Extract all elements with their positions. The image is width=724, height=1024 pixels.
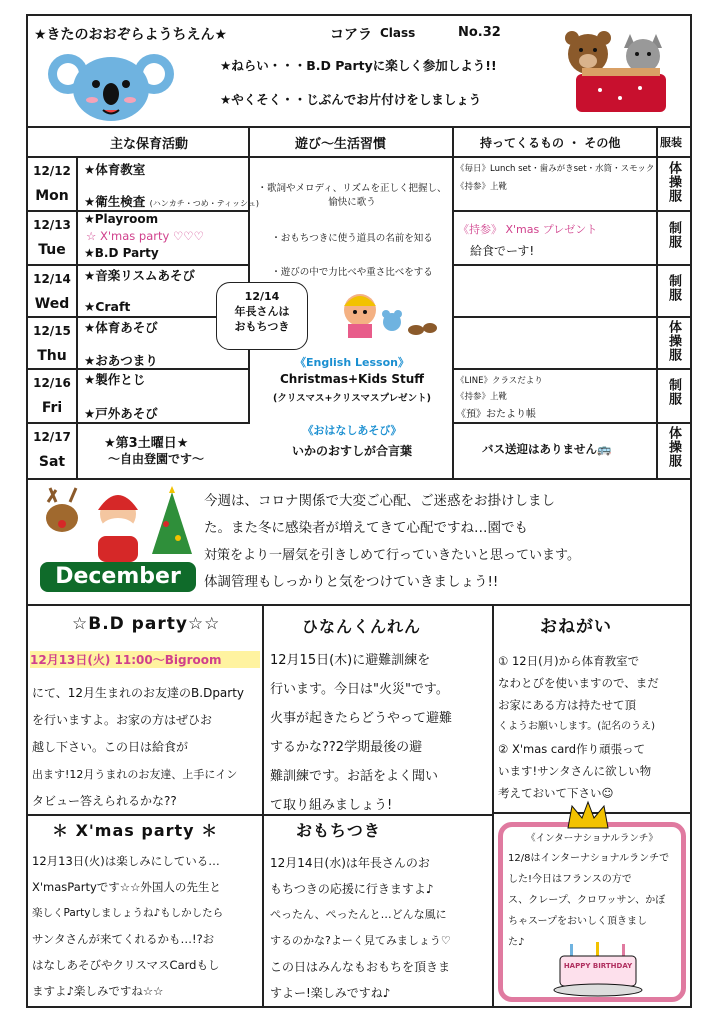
activity-tue-pink: ☆ X'mas party ♡♡♡ bbox=[86, 229, 204, 243]
body-line: ちゃスープをおいしく頂きまし bbox=[508, 916, 647, 927]
date-label: 12/13 bbox=[33, 218, 71, 232]
body-line: 12月15日(木)に避難訓練を bbox=[270, 653, 431, 668]
row-divider bbox=[452, 422, 692, 424]
body-line: 12/8はインターナショナルランチで bbox=[508, 853, 670, 864]
activity-tue-2: ★B.D Party bbox=[84, 246, 159, 260]
bubble-line: 12/14 bbox=[244, 290, 280, 303]
body-line: 出ます!12月うまれのお友達、上手にイン bbox=[32, 768, 238, 781]
december-label: December bbox=[55, 564, 181, 589]
activity-sat-1: ★第3土曜日★ bbox=[104, 436, 189, 451]
row-divider bbox=[452, 368, 692, 370]
mochi-kids-illustration bbox=[330, 286, 440, 342]
date-label: 12/12 bbox=[33, 164, 71, 178]
message-line: 体調管理もしっかりと気をつけていきましょう!! bbox=[204, 574, 499, 590]
day-cell-thu bbox=[28, 324, 76, 364]
day-cell-fri bbox=[28, 376, 76, 416]
activity-thu-2: ★おあつまり bbox=[84, 353, 158, 368]
bring-fri-1: 《LINE》クラスだより bbox=[456, 376, 543, 386]
body-line: 12月13日(火)は楽しみにしている… bbox=[32, 854, 220, 868]
col-divider-play bbox=[452, 126, 454, 478]
body-line: この日はみんなもおもちを頂きま bbox=[270, 960, 451, 974]
clothes-thu: 体操服 bbox=[666, 320, 681, 362]
class-label: Class bbox=[380, 26, 416, 40]
mochi-title: おもちつき bbox=[296, 821, 381, 840]
activity-tue-1: ★Playroom bbox=[84, 212, 159, 226]
xmas-party-title: ＊ X'mas party ＊ bbox=[52, 821, 219, 840]
weekday-label: Tue bbox=[38, 242, 66, 258]
mochi-speech-bubble bbox=[216, 282, 308, 350]
bd-party-body bbox=[32, 680, 260, 815]
body-line: ② X'mas card作り頑張って bbox=[498, 742, 646, 756]
aim-text: ★ねらい・・・B.D Partyに楽しく参加しよう!! bbox=[220, 58, 497, 73]
body-line: X'masPartyです☆☆外国人の先生と bbox=[32, 880, 221, 894]
activity-wed-2: ★Craft bbox=[84, 299, 131, 314]
col-divider-main bbox=[248, 126, 250, 424]
mochi-body bbox=[270, 850, 490, 1006]
promise-text: ★やくそく・・じぶんでお片付けをしましょう bbox=[220, 92, 482, 107]
message-line: 対策をより一層気を引きしめて行っていきたいと思っています。 bbox=[204, 548, 580, 563]
body-line: を行いますよ。お家の方はぜひお bbox=[32, 713, 213, 727]
body-line: にて、12月生まれのお友達のB.Dparty bbox=[32, 686, 245, 700]
bring-mon-2: 《持参》上靴 bbox=[456, 182, 508, 192]
cake-text: HAPPY BIRTHDAY bbox=[563, 962, 633, 970]
body-line: ① 12日(月)から体育教室で bbox=[498, 654, 640, 668]
activity-text: ★衛生検査 bbox=[84, 194, 146, 209]
activity-fri-1: ★製作とじ bbox=[84, 372, 146, 387]
body-line: 越し下さい。この日は給食が bbox=[32, 740, 189, 754]
activity-wed-1: ★音楽リスムあそび bbox=[84, 268, 195, 283]
body-line: ますよ♪楽しみですね☆☆ bbox=[32, 984, 164, 998]
activity-fri-2: ★戸外あそび bbox=[84, 406, 158, 421]
santa-reindeer-tree-illustration bbox=[40, 484, 200, 570]
row-divider bbox=[452, 316, 692, 318]
bring-mon-1: 《毎日》Lunch set・歯みがきset・水筒・スモック bbox=[456, 164, 655, 174]
col-header-clothes: 服装 bbox=[660, 136, 682, 149]
play-item-3: ・遊びの中で力比べや重さ比べをする bbox=[271, 267, 433, 278]
weekday-label: Thu bbox=[37, 348, 67, 364]
message-line: 今週は、コロナ関係で大変ご心配、ご迷惑をお掛けしまし bbox=[204, 493, 555, 509]
date-label: 12/15 bbox=[33, 324, 71, 338]
crown-icon bbox=[566, 800, 610, 830]
bring-sat-1: バス送迎はありません🚌 bbox=[482, 442, 612, 456]
intl-lunch-body bbox=[508, 848, 682, 953]
body-line: 難訓練です。お話をよく聞い bbox=[270, 769, 438, 784]
clothes-fri: 制服 bbox=[666, 378, 681, 406]
weekday-label: Wed bbox=[34, 296, 70, 312]
table-top-border bbox=[26, 126, 692, 128]
clothes-sat: 体操服 bbox=[666, 426, 681, 468]
body-line: サンタさんが来てくれるかも…!?お bbox=[32, 932, 215, 946]
english-lesson-line2: (クリスマス+クリスマスプレゼント) bbox=[272, 393, 431, 404]
day-cell-sat bbox=[28, 430, 76, 470]
xmas-party-body bbox=[32, 848, 260, 1004]
clothes-tue: 制服 bbox=[666, 221, 681, 249]
date-label: 12/14 bbox=[33, 272, 71, 286]
ohanashi-line1: いかのおすしが合言葉 bbox=[291, 444, 412, 458]
class-name: コアラ bbox=[330, 27, 372, 43]
row-divider bbox=[452, 210, 692, 212]
date-label: 12/17 bbox=[33, 430, 71, 444]
body-line: ス、クレープ、クロワッサン、かぼ bbox=[508, 895, 666, 906]
bring-tue-2: 給食でーす! bbox=[470, 244, 535, 258]
row-divider bbox=[452, 264, 692, 266]
activity-sat-2: ～自由登園です～ bbox=[108, 452, 205, 466]
day-cell-mon bbox=[28, 164, 76, 204]
body-line: 行います。今日は"火災"です。 bbox=[270, 682, 449, 697]
activity-mon-2 bbox=[84, 192, 259, 210]
issue-number: No.32 bbox=[458, 25, 501, 40]
koala-illustration bbox=[46, 44, 176, 124]
row-divider bbox=[26, 422, 250, 424]
clothes-mon: 体操服 bbox=[666, 161, 681, 203]
school-name: ★きたのおおぞらようちえん★ bbox=[34, 27, 228, 43]
body-line: するかな??2学期最後の避 bbox=[270, 740, 423, 755]
body-line: するのかな?よーく見てみましょう♡ bbox=[270, 934, 451, 947]
weekday-label: Mon bbox=[35, 188, 69, 204]
body-line: くようお願いします。(記名のうえ) bbox=[498, 721, 656, 732]
play-item-2: ・おもちつきに使う道具の名前を知る bbox=[271, 233, 433, 244]
hinan-title: ひなんくんれん bbox=[302, 617, 422, 636]
body-line: した!今日はフランスの方で bbox=[508, 874, 632, 885]
english-lesson-line1: Christmas+Kids Stuff bbox=[279, 372, 425, 386]
play-item-1: ・歌詞やメロディ、リズムを正しく把握し、愉快に歌う bbox=[257, 183, 447, 208]
activity-note: (ハンカチ・つめ・ティッシュ) bbox=[149, 199, 260, 208]
body-line: はなしあそびやクリスマスCardもし bbox=[32, 958, 220, 972]
bring-tue-1: 《持参》 X'mas プレゼント bbox=[458, 223, 598, 236]
table-header-bottom bbox=[26, 156, 692, 158]
onegai-title: おねがい bbox=[540, 617, 612, 637]
col-header-main: 主な保育活動 bbox=[110, 137, 189, 152]
december-message bbox=[204, 488, 684, 596]
table-bottom-border bbox=[26, 478, 692, 480]
bear-cat-kotatsu-illustration bbox=[560, 28, 680, 118]
body-line: 楽しくPartyしましょうね♪もしかしたら bbox=[32, 907, 224, 919]
body-line: ぺったん、ぺったんと…どんな風に bbox=[270, 908, 447, 921]
bubble-line: おもちつき bbox=[234, 320, 290, 333]
day-cell-wed bbox=[28, 272, 76, 312]
body-line: 12月14日(水)は年長さんのお bbox=[270, 856, 430, 870]
lower-col-divider-2 bbox=[492, 604, 494, 1008]
weekday-label: Sat bbox=[38, 454, 66, 470]
onegai-body bbox=[498, 650, 690, 804]
body-line: て取り組みましょう! bbox=[270, 798, 393, 813]
intl-lunch-title: 《インターナショナルランチ》 bbox=[526, 833, 658, 844]
message-line: た。また冬に感染者が増えてきて心配ですね…園でも bbox=[204, 520, 528, 536]
bubble-line: 年長さんは bbox=[234, 305, 290, 318]
bd-party-title: ☆B.D party☆☆ bbox=[72, 614, 221, 634]
body-line: タビュー答えられるかな?? bbox=[32, 794, 177, 808]
body-line: います!サンタさんに欲しい物 bbox=[498, 764, 652, 778]
lower-top-border bbox=[26, 604, 692, 606]
clothes-wed: 制服 bbox=[666, 274, 681, 302]
body-line: すよー!楽しみですね♪ bbox=[270, 986, 391, 1000]
col-header-bring: 持ってくるもの ・ その他 bbox=[480, 136, 621, 150]
col-divider-bring bbox=[656, 126, 658, 478]
date-label: 12/16 bbox=[33, 376, 71, 390]
weekday-label: Fri bbox=[41, 400, 63, 416]
bd-party-highlight: 12月13日(火) 11:00～Bigroom bbox=[30, 651, 260, 668]
lower-col-divider-1 bbox=[262, 604, 264, 1008]
activity-thu-1: ★体育あそび bbox=[84, 320, 158, 335]
body-line: なわとびを使いますので、まだ bbox=[498, 676, 659, 690]
activity-mon-1: ★体育教室 bbox=[84, 162, 146, 177]
english-lesson-title: 《English Lesson》 bbox=[295, 356, 409, 369]
col-header-play: 遊び～生活習慣 bbox=[295, 137, 387, 152]
day-cell-tue bbox=[28, 218, 76, 258]
bring-fri-2: 《持参》上靴 bbox=[456, 392, 508, 402]
hinan-body bbox=[270, 646, 490, 820]
body-line: た♪ bbox=[508, 937, 525, 948]
body-line: お家にある方は持たせて頂 bbox=[498, 698, 636, 712]
ohanashi-title: 《おはなしあそび》 bbox=[302, 424, 402, 437]
body-line: 考えておいて下さい☺ bbox=[498, 786, 614, 800]
bring-fri-3: 《預》おたより帳 bbox=[456, 409, 536, 420]
body-line: もちつきの応援に行きますよ♪ bbox=[270, 882, 434, 896]
body-line: 火事が起きたらどうやって避難 bbox=[270, 711, 453, 726]
